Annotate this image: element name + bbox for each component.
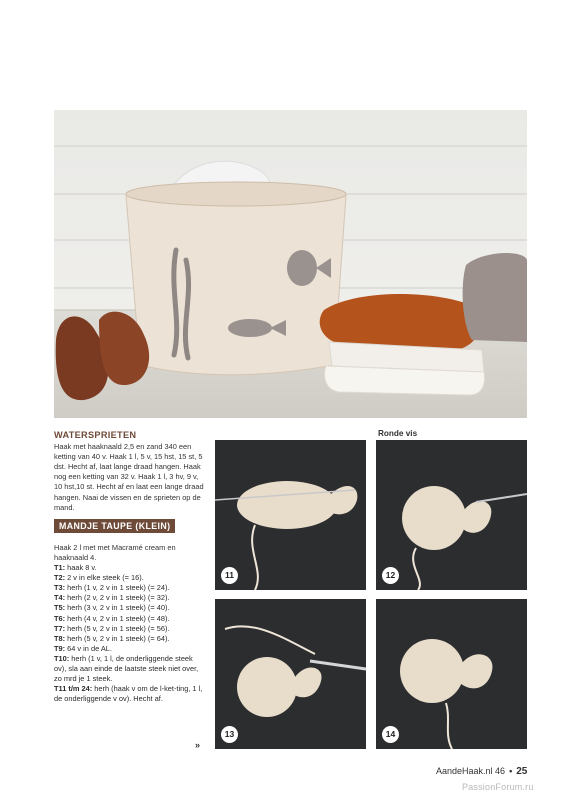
step-illustration xyxy=(376,440,527,590)
page-footer xyxy=(436,766,527,777)
section-title-waterm: WATERSPRIETEN xyxy=(54,430,137,440)
hero-photo xyxy=(54,110,527,418)
step-number-badge: 11 xyxy=(221,567,238,584)
round-label: T1: xyxy=(54,563,66,573)
round-label: T6: xyxy=(54,613,66,623)
section-banner-mand: MANDJE TAUPE (KLEIN) xyxy=(54,519,175,533)
round-text: 64 v in de AL. xyxy=(65,643,112,653)
round-text: herh (3 v, 2 v in 1 steek) (= 40). xyxy=(65,603,170,613)
round-text: herh (4 v, 2 v in 1 steek) (= 48). xyxy=(65,613,170,623)
round-row xyxy=(54,573,206,583)
round-label: T4: xyxy=(54,593,66,603)
footer-bullet: • xyxy=(509,766,513,776)
round-text: 2 v in elke steek (= 16). xyxy=(65,573,144,583)
round-text: herh (haak v om de l-ket-ting, 1 l, de onderliggende v ov). Hecht af. xyxy=(54,684,203,704)
round-row xyxy=(54,563,206,573)
round-row xyxy=(54,634,206,644)
step-number-badge: 13 xyxy=(221,726,238,743)
round-text: haak 8 v. xyxy=(65,563,97,573)
round-row xyxy=(54,614,206,624)
footer-site: AandeHaak.nl 46 xyxy=(436,766,506,776)
round-label: T7: xyxy=(54,623,66,633)
continue-arrow: » xyxy=(195,740,201,750)
round-label: T2: xyxy=(54,573,66,583)
round-row xyxy=(54,603,206,613)
step-illustration xyxy=(376,599,527,749)
step-number-badge: 12 xyxy=(382,567,399,584)
round-label: T8: xyxy=(54,633,66,643)
steps-title: Ronde vis xyxy=(378,429,418,438)
step-illustration xyxy=(215,599,366,749)
instructions-column xyxy=(54,430,206,704)
step-photo-13 xyxy=(215,599,366,749)
step-number-badge: 14 xyxy=(382,726,399,743)
round-row xyxy=(54,644,206,654)
round-label: T5: xyxy=(54,603,66,613)
round-text: herh (1 v, 2 v in 1 steek) (= 24). xyxy=(65,583,170,593)
round-label: T3: xyxy=(54,583,66,593)
step-illustration xyxy=(215,440,366,590)
round-row xyxy=(54,684,206,704)
round-row xyxy=(54,624,206,634)
round-list xyxy=(54,563,206,704)
step-photo-12 xyxy=(376,440,527,590)
round-label: T10: xyxy=(54,653,70,663)
section-body-waterm: Haak met haaknaald 2,5 en zand 340 een ketting van 40 v. Haak 1 l, 5 v, 15 hst, 15 st, 5 dst. Hecht af, laat lange draad hangen. Haak nog een ketting van 32 v. Haak 1 l, 3 hv, 9 v, 10 hst,10 st. Hecht af en laat een lange draad hangen. Naai de vissen en de sprieten op de mand. xyxy=(54,442,204,512)
basket-photo-illustration xyxy=(54,110,527,418)
step-photo-14 xyxy=(376,599,527,749)
round-label: T11 t/m 24: xyxy=(54,684,93,694)
round-row xyxy=(54,583,206,593)
round-row xyxy=(54,654,206,684)
round-text: herh (1 v, 1 l, de onderliggende steek ov), sla aan einde de laatste steek niet over, zo mrd je 1 steek. xyxy=(54,653,199,684)
round-text: herh (5 v, 2 v in 1 steek) (= 64). xyxy=(65,633,170,643)
page-number: 25 xyxy=(516,766,528,777)
round-text: herh (5 v, 2 v in 1 steek) (= 56). xyxy=(65,623,170,633)
round-text: herh (2 v, 2 v in 1 steek) (= 32). xyxy=(65,593,170,603)
watermark: PassionForum.ru xyxy=(462,782,534,792)
step-photo-11 xyxy=(215,440,366,590)
section-intro-mand: Haak 2 l met met Macramé cream en haaknaald 4. xyxy=(54,542,176,562)
round-row xyxy=(54,593,206,603)
round-label: T9: xyxy=(54,643,66,653)
